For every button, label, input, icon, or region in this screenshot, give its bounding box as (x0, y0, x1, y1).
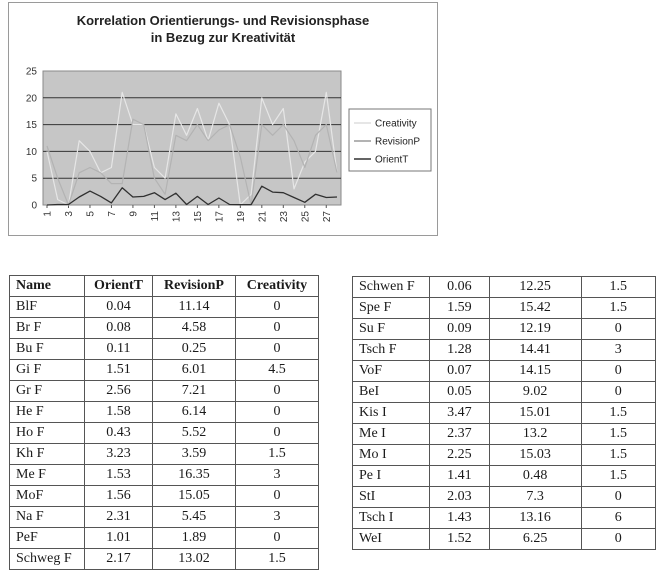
cell-name: Spe F (353, 298, 430, 319)
cell-orientt: 0.43 (85, 423, 153, 444)
legend-label: RevisionP (375, 136, 421, 148)
cell-orientt: 1.53 (85, 465, 153, 486)
correlation-line-chart (9, 3, 437, 235)
cell-creativity: 1.5 (581, 403, 655, 424)
cell-creativity: 1.5 (581, 298, 655, 319)
cell-revisionp: 15.03 (489, 445, 581, 466)
cell-creativity: 0 (581, 361, 655, 382)
cell-orientt: 1.43 (430, 508, 490, 529)
cell-creativity: 0 (236, 528, 319, 549)
header-revisionp: RevisionP (153, 276, 236, 297)
cell-name: Na F (10, 507, 85, 528)
cell-name: Su F (353, 319, 430, 340)
table-row (353, 340, 656, 361)
y-tick-label: 5 (31, 173, 37, 185)
cell-orientt: 1.52 (430, 529, 490, 550)
table-row (353, 424, 656, 445)
cell-revisionp: 1.89 (153, 528, 236, 549)
cell-name: Pe I (353, 466, 430, 487)
cell-revisionp: 11.14 (153, 297, 236, 318)
cell-revisionp: 9.02 (489, 382, 581, 403)
chart-frame (8, 2, 438, 236)
cell-revisionp: 14.15 (489, 361, 581, 382)
cell-revisionp: 15.42 (489, 298, 581, 319)
cell-name: Mo I (353, 445, 430, 466)
cell-name: Gr F (10, 381, 85, 402)
cell-revisionp: 0.25 (153, 339, 236, 360)
table-row (10, 465, 319, 486)
cell-orientt: 1.41 (430, 466, 490, 487)
cell-name: BeI (353, 382, 430, 403)
cell-creativity: 0 (581, 319, 655, 340)
cell-orientt: 2.37 (430, 424, 490, 445)
cell-revisionp: 6.25 (489, 529, 581, 550)
legend-label: OrientT (375, 154, 409, 166)
table-row (353, 466, 656, 487)
x-tick-label: 19 (235, 211, 247, 223)
cell-revisionp: 6.01 (153, 360, 236, 381)
x-tick-label: 17 (214, 211, 226, 223)
y-tick-label: 0 (31, 200, 37, 212)
legend-label: Creativity (375, 118, 417, 130)
table-row (10, 318, 319, 339)
cell-orientt: 2.03 (430, 487, 490, 508)
x-tick-label: 9 (128, 211, 140, 217)
cell-creativity: 0 (236, 381, 319, 402)
y-tick-label: 20 (25, 93, 37, 105)
table-row (353, 508, 656, 529)
cell-name: Schwen F (353, 277, 430, 298)
cell-name: BlF (10, 297, 85, 318)
header-orientt: OrientT (85, 276, 153, 297)
chart-title-line: Korrelation Orientierungs- und Revisionsphase (76, 13, 370, 28)
table-row (353, 487, 656, 508)
table-row (353, 277, 656, 298)
cell-creativity: 1.5 (581, 424, 655, 445)
x-tick-label: 1 (42, 211, 54, 217)
cell-creativity: 3 (236, 507, 319, 528)
cell-creativity: 4.5 (236, 360, 319, 381)
cell-revisionp: 5.52 (153, 423, 236, 444)
table-row (353, 319, 656, 340)
cell-name: Br F (10, 318, 85, 339)
cell-orientt: 1.56 (85, 486, 153, 507)
data-table-left (9, 275, 319, 570)
cell-creativity: 6 (581, 508, 655, 529)
cell-orientt: 0.06 (430, 277, 490, 298)
cell-creativity: 0 (236, 423, 319, 444)
cell-name: Ho F (10, 423, 85, 444)
cell-orientt: 2.17 (85, 549, 153, 570)
cell-revisionp: 12.25 (489, 277, 581, 298)
table-row (10, 297, 319, 318)
plot-area (43, 71, 341, 205)
x-tick-label: 3 (63, 211, 75, 217)
cell-orientt: 1.58 (85, 402, 153, 423)
x-tick-label: 25 (300, 211, 312, 223)
cell-revisionp: 7.21 (153, 381, 236, 402)
cell-name: Bu F (10, 339, 85, 360)
cell-revisionp: 4.58 (153, 318, 236, 339)
cell-revisionp: 14.41 (489, 340, 581, 361)
cell-revisionp: 15.01 (489, 403, 581, 424)
cell-name: StI (353, 487, 430, 508)
cell-creativity: 0 (581, 382, 655, 403)
cell-orientt: 0.07 (430, 361, 490, 382)
table-row (353, 382, 656, 403)
cell-creativity: 1.5 (581, 445, 655, 466)
cell-name: Me I (353, 424, 430, 445)
table-row (10, 402, 319, 423)
cell-orientt: 1.51 (85, 360, 153, 381)
table-header-row (10, 276, 319, 297)
cell-name: Kis I (353, 403, 430, 424)
cell-name: MoF (10, 486, 85, 507)
cell-revisionp: 5.45 (153, 507, 236, 528)
cell-revisionp: 3.59 (153, 444, 236, 465)
cell-orientt: 0.08 (85, 318, 153, 339)
cell-revisionp: 12.19 (489, 319, 581, 340)
x-tick-label: 11 (149, 211, 161, 222)
table-row (353, 529, 656, 550)
cell-creativity: 0 (236, 339, 319, 360)
table-row (10, 486, 319, 507)
y-tick-label: 15 (25, 120, 37, 132)
cell-name: Schweg F (10, 549, 85, 570)
header-creativity: Creativity (236, 276, 319, 297)
x-tick-label: 5 (85, 211, 97, 217)
table-row (353, 361, 656, 382)
table-row (10, 339, 319, 360)
cell-orientt: 0.09 (430, 319, 490, 340)
cell-orientt: 0.05 (430, 382, 490, 403)
table-row (10, 528, 319, 549)
cell-orientt: 1.01 (85, 528, 153, 549)
x-tick-label: 15 (192, 211, 204, 223)
cell-orientt: 2.31 (85, 507, 153, 528)
cell-orientt: 0.11 (85, 339, 153, 360)
table-row (353, 445, 656, 466)
cell-creativity: 0 (236, 486, 319, 507)
cell-name: Me F (10, 465, 85, 486)
cell-creativity: 0 (581, 487, 655, 508)
cell-name: Tsch F (353, 340, 430, 361)
cell-orientt: 0.04 (85, 297, 153, 318)
cell-revisionp: 15.05 (153, 486, 236, 507)
cell-creativity: 1.5 (581, 277, 655, 298)
cell-revisionp: 0.48 (489, 466, 581, 487)
cell-creativity: 0 (236, 402, 319, 423)
cell-revisionp: 6.14 (153, 402, 236, 423)
cell-orientt: 3.23 (85, 444, 153, 465)
cell-name: Kh F (10, 444, 85, 465)
table-row (10, 360, 319, 381)
cell-name: VoF (353, 361, 430, 382)
cell-creativity: 0 (236, 297, 319, 318)
x-tick-label: 13 (171, 211, 183, 223)
table-row (353, 403, 656, 424)
cell-orientt: 2.25 (430, 445, 490, 466)
y-tick-label: 10 (25, 146, 37, 158)
cell-orientt: 2.56 (85, 381, 153, 402)
table-row (10, 444, 319, 465)
cell-creativity: 3 (236, 465, 319, 486)
cell-creativity: 0 (236, 318, 319, 339)
y-tick-label: 25 (25, 66, 37, 78)
cell-name: WeI (353, 529, 430, 550)
table-row (10, 381, 319, 402)
cell-revisionp: 16.35 (153, 465, 236, 486)
header-name: Name (10, 276, 85, 297)
cell-creativity: 1.5 (236, 444, 319, 465)
cell-creativity: 1.5 (236, 549, 319, 570)
x-tick-label: 27 (321, 211, 333, 223)
data-table-right (352, 276, 656, 550)
cell-revisionp: 13.16 (489, 508, 581, 529)
table-row (10, 423, 319, 444)
cell-orientt: 1.28 (430, 340, 490, 361)
x-tick-label: 7 (106, 211, 118, 217)
cell-name: He F (10, 402, 85, 423)
cell-revisionp: 13.02 (153, 549, 236, 570)
cell-orientt: 3.47 (430, 403, 490, 424)
cell-name: Gi F (10, 360, 85, 381)
cell-orientt: 1.59 (430, 298, 490, 319)
table-row (10, 549, 319, 570)
cell-name: Tsch I (353, 508, 430, 529)
cell-creativity: 3 (581, 340, 655, 361)
table-row (10, 507, 319, 528)
x-tick-label: 23 (278, 211, 290, 223)
table-row (353, 298, 656, 319)
chart-title-line: in Bezug zur Kreativität (150, 30, 296, 45)
cell-revisionp: 7.3 (489, 487, 581, 508)
cell-name: PeF (10, 528, 85, 549)
cell-creativity: 0 (581, 529, 655, 550)
cell-creativity: 1.5 (581, 466, 655, 487)
cell-revisionp: 13.2 (489, 424, 581, 445)
x-tick-label: 21 (257, 211, 269, 223)
